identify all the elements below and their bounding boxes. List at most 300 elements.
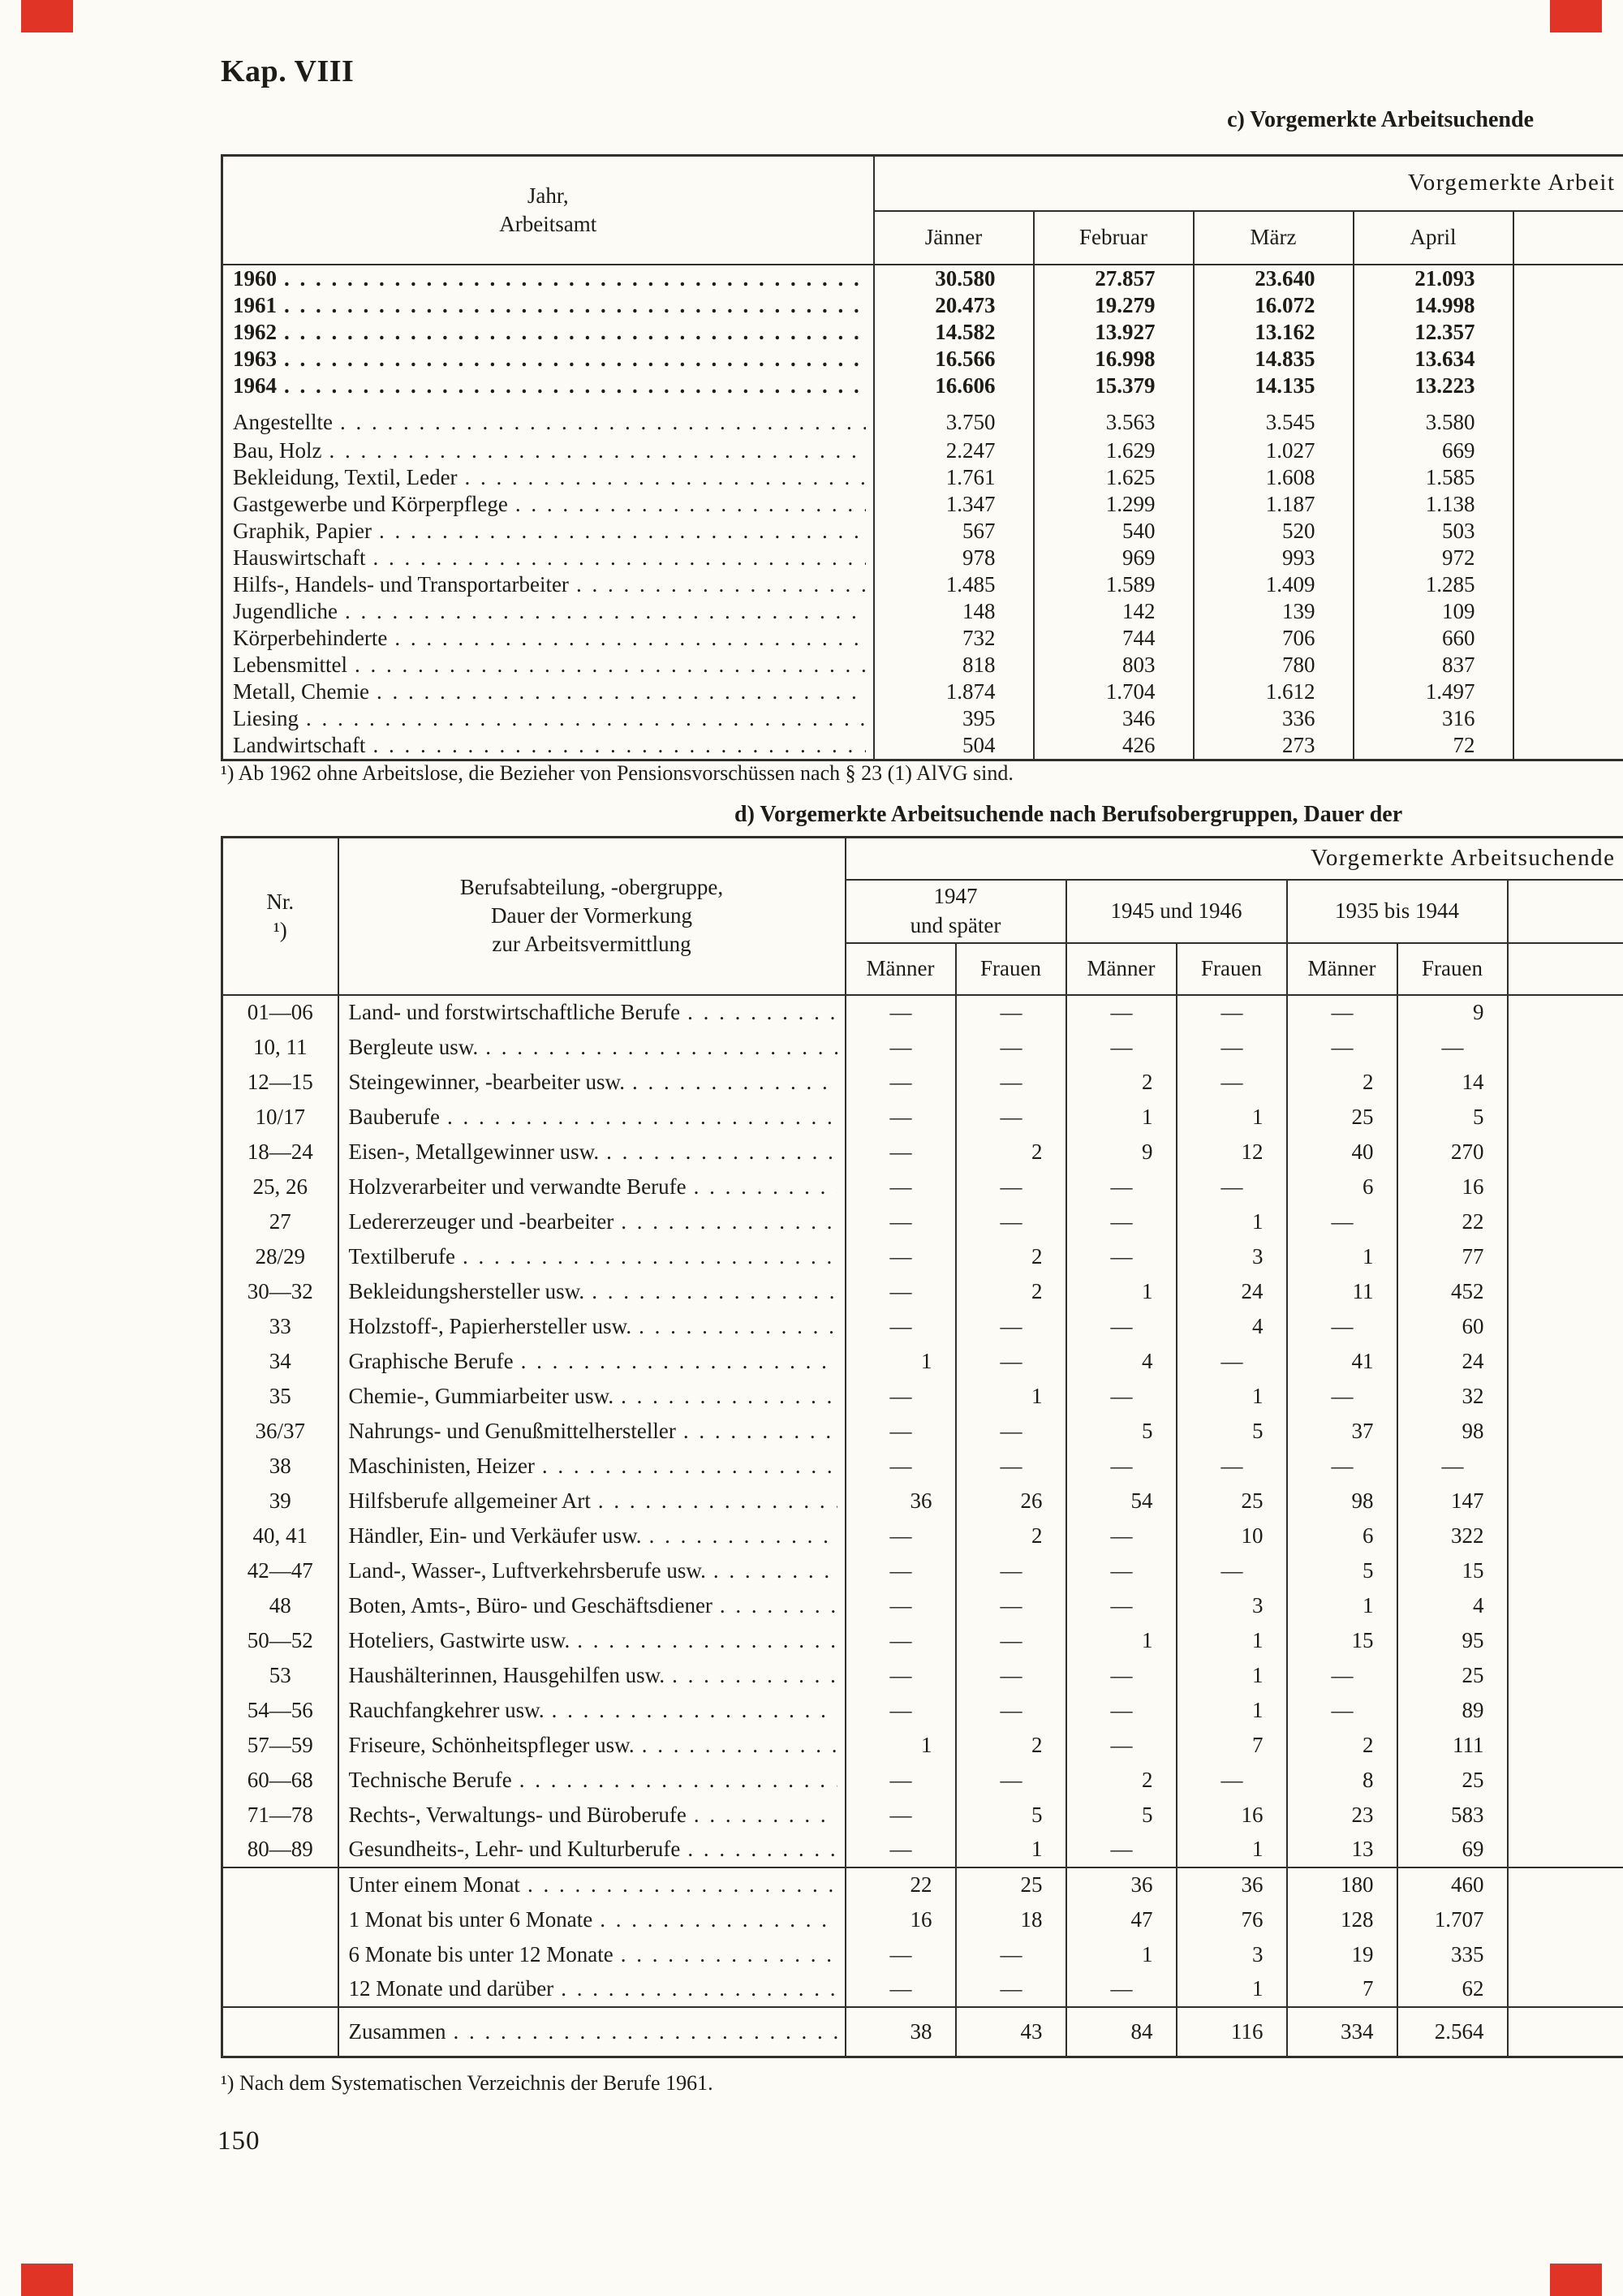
value-cell: 3.545 xyxy=(1194,399,1354,437)
year-row xyxy=(222,346,1623,373)
value-cell: 1 xyxy=(1287,1588,1397,1623)
value-cell: 3 xyxy=(1177,1239,1287,1274)
value-cell: — xyxy=(1287,1658,1397,1693)
row-label-text: Landwirtschaft xyxy=(233,732,366,757)
occupation-row xyxy=(222,1693,1623,1728)
row-label-text: Bekleidungshersteller usw. xyxy=(348,1278,585,1303)
row-label-wrap xyxy=(233,626,872,651)
phantom-cell xyxy=(1508,1763,1623,1798)
phantom-cell xyxy=(1508,1937,1623,1972)
value-cell: 346 xyxy=(1034,705,1194,732)
row-label-text: Bergleute usw. xyxy=(348,1034,479,1059)
value-cell: 780 xyxy=(1194,652,1354,678)
value-cell: 583 xyxy=(1397,1798,1508,1833)
row-number: 34 xyxy=(222,1344,338,1379)
dot-leader xyxy=(592,1279,837,1304)
value-cell: 334 xyxy=(1287,2007,1397,2057)
value-cell: 503 xyxy=(1354,518,1513,545)
row-label xyxy=(222,625,874,652)
value-cell: 98 xyxy=(1397,1414,1508,1449)
value-cell: 1 xyxy=(1177,1379,1287,1414)
row-label-wrap xyxy=(233,465,872,490)
phantom-cell xyxy=(1508,1449,1623,1484)
value-cell: — xyxy=(846,1274,956,1309)
value-cell: 1 xyxy=(846,1344,956,1379)
row-label xyxy=(338,1170,846,1204)
value-cell: — xyxy=(1066,1728,1177,1763)
value-cell: — xyxy=(956,1414,1066,1449)
row-label-text: Nahrungs- und Genußmittelhersteller xyxy=(348,1418,676,1443)
phantom-cell xyxy=(1508,1728,1623,1763)
dot-leader xyxy=(345,599,866,624)
value-cell: 1.299 xyxy=(1034,491,1194,518)
row-label-wrap xyxy=(233,320,872,345)
value-cell: — xyxy=(846,1065,956,1100)
value-cell: 1 xyxy=(1066,1937,1177,1972)
value-cell: 1.285 xyxy=(1354,571,1513,598)
year-row xyxy=(222,265,1623,292)
value-cell: 7 xyxy=(1177,1728,1287,1763)
row-label-wrap xyxy=(349,1244,844,1269)
phantom-cell xyxy=(1508,2007,1623,2057)
year-row xyxy=(222,319,1623,346)
value-cell: 1.187 xyxy=(1194,491,1354,518)
row-label xyxy=(338,1728,846,1763)
group-row xyxy=(222,545,1623,571)
row-label xyxy=(338,1798,846,1833)
value-cell: 36 xyxy=(1177,1867,1287,1902)
group-row xyxy=(222,678,1623,705)
value-cell: 60 xyxy=(1397,1309,1508,1344)
phantom-cell xyxy=(1513,571,1623,598)
row-label-wrap xyxy=(349,1035,844,1060)
row-label-text: Eisen-, Metallgewinner usw. xyxy=(348,1139,600,1164)
value-cell: 98 xyxy=(1287,1484,1397,1518)
value-cell: — xyxy=(1066,1588,1177,1623)
dot-leader xyxy=(577,1628,837,1653)
duration-row xyxy=(222,1972,1623,2007)
row-label-text: 1963 xyxy=(233,346,277,371)
row-label-text: Bau, Holz xyxy=(233,437,322,463)
total-row xyxy=(222,2007,1623,2057)
value-cell: 95 xyxy=(1397,1623,1508,1658)
row-label-wrap xyxy=(233,410,872,435)
row-label-wrap xyxy=(349,1139,844,1165)
occupation-row xyxy=(222,1030,1623,1065)
value-cell: 270 xyxy=(1397,1135,1508,1170)
value-cell: — xyxy=(1066,1553,1177,1588)
value-cell: 23.640 xyxy=(1194,265,1354,292)
value-cell: 19 xyxy=(1287,1937,1397,1972)
value-cell: — xyxy=(1287,1309,1397,1344)
value-cell: 15 xyxy=(1287,1623,1397,1658)
group-line: und später xyxy=(910,912,1001,937)
value-cell: — xyxy=(846,1833,956,1867)
value-cell: — xyxy=(956,1972,1066,2007)
value-cell: 62 xyxy=(1397,1972,1508,2007)
row-label-text: Rechts-, Verwaltungs- und Büroberufe xyxy=(348,1802,687,1827)
table-d-stub-header xyxy=(338,838,846,995)
value-cell: 2 xyxy=(956,1274,1066,1309)
row-number: 28/29 xyxy=(222,1239,338,1274)
value-cell: 1 xyxy=(1066,1623,1177,1658)
row-label xyxy=(338,1344,846,1379)
row-label-wrap xyxy=(349,1105,844,1130)
value-cell: — xyxy=(846,1588,956,1623)
red-corner-mark xyxy=(1550,2264,1602,2296)
occupation-row xyxy=(222,1553,1623,1588)
dot-leader xyxy=(519,1768,837,1793)
phantom-cell xyxy=(1513,292,1623,319)
value-cell: 24 xyxy=(1177,1274,1287,1309)
group-row xyxy=(222,399,1623,437)
row-number: 18—24 xyxy=(222,1135,338,1170)
group-header-cutoff xyxy=(1508,880,1623,943)
value-cell: 20.473 xyxy=(874,292,1034,319)
phantom-cell xyxy=(1508,995,1623,1030)
value-cell: 3.563 xyxy=(1034,399,1194,437)
value-cell: — xyxy=(956,1693,1066,1728)
value-cell: — xyxy=(956,1344,1066,1379)
value-cell: 1.347 xyxy=(874,491,1034,518)
row-label xyxy=(338,2007,846,2057)
row-number xyxy=(222,2007,338,2057)
value-cell: 8 xyxy=(1287,1763,1397,1798)
row-label-wrap xyxy=(233,347,872,372)
row-label-text: 1961 xyxy=(233,292,277,317)
value-cell: 21.093 xyxy=(1354,265,1513,292)
row-label-wrap xyxy=(349,1593,844,1618)
value-cell: 1 xyxy=(1177,1204,1287,1239)
value-cell: 16.606 xyxy=(874,373,1034,399)
dot-leader xyxy=(377,679,866,704)
value-cell: — xyxy=(956,1030,1066,1065)
value-cell: 3.580 xyxy=(1354,399,1513,437)
dot-leader xyxy=(632,1070,837,1095)
row-label xyxy=(222,399,874,437)
value-cell: 837 xyxy=(1354,652,1513,678)
occupation-row xyxy=(222,1379,1623,1414)
value-cell: — xyxy=(1177,1170,1287,1204)
value-cell: 540 xyxy=(1034,518,1194,545)
value-cell: 460 xyxy=(1397,1867,1508,1902)
value-cell: — xyxy=(956,1170,1066,1204)
row-label-text: Haushälterinnen, Hausgehilfen usw. xyxy=(348,1662,665,1687)
table-d-caption: d) Vorgemerkte Arbeitsuchende nach Berufsobergruppen, Dauer der xyxy=(734,802,1403,827)
dot-leader xyxy=(606,1139,837,1165)
row-number: 48 xyxy=(222,1588,338,1623)
value-cell: 969 xyxy=(1034,545,1194,571)
row-number: 50—52 xyxy=(222,1623,338,1658)
group-row xyxy=(222,652,1623,678)
occupation-row xyxy=(222,1204,1623,1239)
year-row xyxy=(222,292,1623,319)
value-cell: 1 xyxy=(1066,1100,1177,1135)
value-cell: 37 xyxy=(1287,1414,1397,1449)
value-cell: 13.223 xyxy=(1354,373,1513,399)
value-cell: 2 xyxy=(956,1135,1066,1170)
red-corner-mark xyxy=(21,0,73,32)
value-cell: 16 xyxy=(1177,1798,1287,1833)
dot-leader xyxy=(576,572,866,597)
value-cell: — xyxy=(846,1309,956,1344)
value-cell: — xyxy=(846,1100,956,1135)
value-cell: 5 xyxy=(1287,1553,1397,1588)
row-label xyxy=(338,1379,846,1414)
value-cell: — xyxy=(1066,1833,1177,1867)
value-cell: 147 xyxy=(1397,1484,1508,1518)
value-cell: 13.162 xyxy=(1194,319,1354,346)
value-cell: — xyxy=(846,1449,956,1484)
value-cell: — xyxy=(956,1623,1066,1658)
group-row xyxy=(222,518,1623,545)
row-label xyxy=(338,1867,846,1902)
group-header-1945-1946 xyxy=(1066,880,1287,943)
value-cell: — xyxy=(1066,1239,1177,1274)
value-cell: — xyxy=(956,1937,1066,1972)
row-label-wrap xyxy=(233,599,872,624)
value-cell: 2.564 xyxy=(1397,2007,1508,2057)
row-label-wrap xyxy=(233,733,872,758)
dot-leader xyxy=(521,1349,837,1374)
value-cell: 744 xyxy=(1034,625,1194,652)
row-label xyxy=(338,1239,846,1274)
value-cell: 109 xyxy=(1354,598,1513,625)
dot-leader xyxy=(542,1454,837,1479)
value-cell: 706 xyxy=(1194,625,1354,652)
row-label-text: Land- und forstwirtschaftliche Berufe xyxy=(348,1000,681,1024)
value-cell: 1 xyxy=(956,1379,1066,1414)
row-label-wrap xyxy=(349,1976,844,2001)
phantom-cell xyxy=(1508,1867,1623,1902)
dot-leader xyxy=(355,653,866,678)
value-cell: 89 xyxy=(1397,1693,1508,1728)
row-label-wrap xyxy=(233,492,872,517)
value-cell: — xyxy=(1397,1030,1508,1065)
value-cell: 3.750 xyxy=(874,399,1034,437)
row-label-wrap xyxy=(233,519,872,544)
row-number xyxy=(222,1902,338,1937)
row-label-wrap xyxy=(349,1803,844,1828)
phantom-cell xyxy=(1508,1588,1623,1623)
dot-leader xyxy=(394,626,865,651)
value-cell: 2 xyxy=(956,1518,1066,1553)
row-number: 38 xyxy=(222,1449,338,1484)
value-cell: — xyxy=(956,1100,1066,1135)
row-label-wrap xyxy=(233,373,872,398)
value-cell: 14.582 xyxy=(874,319,1034,346)
row-label xyxy=(222,705,874,732)
value-cell: 25 xyxy=(1397,1658,1508,1693)
row-label-text: Lebensmittel xyxy=(233,652,347,677)
value-cell: — xyxy=(1287,1204,1397,1239)
value-cell: 180 xyxy=(1287,1867,1397,1902)
occupation-row xyxy=(222,1728,1623,1763)
row-label-wrap xyxy=(233,653,872,678)
value-cell: — xyxy=(846,1972,956,2007)
occupation-row xyxy=(222,1135,1623,1170)
value-cell: — xyxy=(846,995,956,1030)
value-cell: 16.998 xyxy=(1034,346,1194,373)
group-row xyxy=(222,571,1623,598)
dot-leader xyxy=(453,2019,837,2044)
value-cell: 40 xyxy=(1287,1135,1397,1170)
value-cell: — xyxy=(846,1518,956,1553)
row-label-wrap xyxy=(349,1558,844,1583)
dot-leader xyxy=(552,1698,837,1723)
table-c-caption: c) Vorgemerkte Arbeitsuchende xyxy=(1227,107,1534,132)
value-cell: 504 xyxy=(874,732,1034,760)
occupation-row xyxy=(222,1518,1623,1553)
value-cell: 1 xyxy=(956,1833,1066,1867)
row-label-text: Zusammen xyxy=(348,2018,446,2044)
group-row xyxy=(222,491,1623,518)
occupation-row xyxy=(222,1414,1623,1449)
value-cell: — xyxy=(1066,1972,1177,2007)
row-number: 01—06 xyxy=(222,995,338,1030)
row-label xyxy=(222,319,874,346)
value-cell: 993 xyxy=(1194,545,1354,571)
value-cell: — xyxy=(956,1658,1066,1693)
subcolumn-maenner: Männer xyxy=(1066,943,1177,995)
value-cell: 116 xyxy=(1177,2007,1287,2057)
value-cell: 7 xyxy=(1287,1972,1397,2007)
row-label xyxy=(338,1274,846,1309)
value-cell: 2 xyxy=(1066,1763,1177,1798)
occupation-row xyxy=(222,1798,1623,1833)
chapter-heading: Kap. VIII xyxy=(221,54,355,88)
value-cell: 1.704 xyxy=(1034,678,1194,705)
value-cell: 803 xyxy=(1034,652,1194,678)
monthly-applicants-table xyxy=(221,154,1623,761)
phantom-cell xyxy=(1513,373,1623,399)
value-cell: 316 xyxy=(1354,705,1513,732)
occupation-row xyxy=(222,1449,1623,1484)
value-cell: 142 xyxy=(1034,598,1194,625)
value-cell: 1 xyxy=(1287,1239,1397,1274)
duration-row xyxy=(222,1867,1623,1902)
occupation-row xyxy=(222,1833,1623,1867)
phantom-cell xyxy=(1508,1239,1623,1274)
value-cell: 25 xyxy=(1397,1763,1508,1798)
phantom-cell xyxy=(1508,1379,1623,1414)
phantom-cell xyxy=(1508,1100,1623,1135)
value-cell: 2 xyxy=(956,1239,1066,1274)
value-cell: 1 xyxy=(1177,1100,1287,1135)
value-cell: 567 xyxy=(874,518,1034,545)
row-label-text: 1 Monat bis unter 6 Monate xyxy=(348,1906,593,1932)
row-label xyxy=(338,1902,846,1937)
dot-leader xyxy=(649,1523,837,1549)
row-label-text: Bekleidung, Textil, Leder xyxy=(233,464,458,489)
row-number: 42—47 xyxy=(222,1553,338,1588)
value-cell: — xyxy=(956,1065,1066,1100)
value-cell: 1.138 xyxy=(1354,491,1513,518)
duration-row xyxy=(222,1902,1623,1937)
row-label xyxy=(338,1204,846,1239)
row-label-wrap xyxy=(349,1663,844,1688)
value-cell: 18 xyxy=(956,1902,1066,1937)
row-label-wrap xyxy=(349,1488,844,1514)
value-cell: — xyxy=(1177,995,1287,1030)
occupation-row xyxy=(222,1309,1623,1344)
dot-leader xyxy=(379,519,866,544)
row-label xyxy=(338,1135,846,1170)
value-cell: 1.608 xyxy=(1194,464,1354,491)
duration-row xyxy=(222,1937,1623,1972)
group-line: 1935 bis 1944 xyxy=(1334,898,1459,923)
value-cell: 111 xyxy=(1397,1728,1508,1763)
row-label xyxy=(222,373,874,399)
value-cell: 5 xyxy=(1066,1798,1177,1833)
row-label xyxy=(338,1658,846,1693)
row-label-text: 1964 xyxy=(233,373,277,398)
row-label-wrap xyxy=(233,679,872,704)
row-number: 54—56 xyxy=(222,1693,338,1728)
dot-leader xyxy=(694,1803,837,1828)
row-label xyxy=(222,346,874,373)
row-label-text: 12 Monate und darüber xyxy=(348,1976,554,2001)
row-label-wrap xyxy=(349,2019,844,2044)
phantom-cell xyxy=(1513,346,1623,373)
value-cell: 14 xyxy=(1397,1065,1508,1100)
value-cell: — xyxy=(1066,1170,1177,1204)
row-number: 10, 11 xyxy=(222,1030,338,1065)
row-label-text: Hauswirtschaft xyxy=(233,545,366,570)
value-cell: — xyxy=(846,1414,956,1449)
row-label-text: Technische Berufe xyxy=(348,1767,512,1792)
phantom-cell xyxy=(1513,678,1623,705)
dot-leader xyxy=(687,1000,837,1025)
occupation-row xyxy=(222,1274,1623,1309)
dot-leader xyxy=(463,1244,837,1269)
row-label-wrap xyxy=(349,1349,844,1374)
phantom-cell xyxy=(1513,437,1623,464)
value-cell: 54 xyxy=(1066,1484,1177,1518)
row-label-text: Graphik, Papier xyxy=(233,518,372,543)
value-cell: — xyxy=(1066,1379,1177,1414)
stub-line: zur Arbeitsvermittlung xyxy=(492,932,691,957)
column-header-cutoff xyxy=(1513,211,1623,265)
value-cell: 1.629 xyxy=(1034,437,1194,464)
value-cell: — xyxy=(1066,995,1177,1030)
value-cell: 322 xyxy=(1397,1518,1508,1553)
row-label-wrap xyxy=(233,545,872,571)
row-label xyxy=(338,1553,846,1588)
row-label xyxy=(338,1065,846,1100)
row-label xyxy=(222,545,874,571)
row-label-text: 1962 xyxy=(233,319,277,344)
value-cell: 38 xyxy=(846,2007,956,2057)
red-corner-mark xyxy=(1550,0,1602,32)
value-cell: 13.927 xyxy=(1034,319,1194,346)
value-cell: 16.072 xyxy=(1194,292,1354,319)
table-c-header xyxy=(222,156,1623,265)
value-cell: — xyxy=(846,1204,956,1239)
value-cell: 520 xyxy=(1194,518,1354,545)
phantom-cell xyxy=(1508,1030,1623,1065)
table-c-footnote: ¹) Ab 1962 ohne Arbeitslose, die Bezieher von Pensionsvorschüssen nach § 23 (1) AlVG sind. xyxy=(221,761,1014,785)
dot-leader xyxy=(639,1314,837,1339)
table-d-body xyxy=(222,995,1623,2057)
value-cell: 36 xyxy=(846,1484,956,1518)
dot-leader xyxy=(598,1488,837,1514)
value-cell: — xyxy=(1177,1763,1287,1798)
value-cell: 43 xyxy=(956,2007,1066,2057)
value-cell: — xyxy=(1177,1344,1287,1379)
table-d-footnote: ¹) Nach dem Systematischen Verzeichnis der Berufe 1961. xyxy=(221,2071,713,2095)
phantom-cell xyxy=(1513,705,1623,732)
